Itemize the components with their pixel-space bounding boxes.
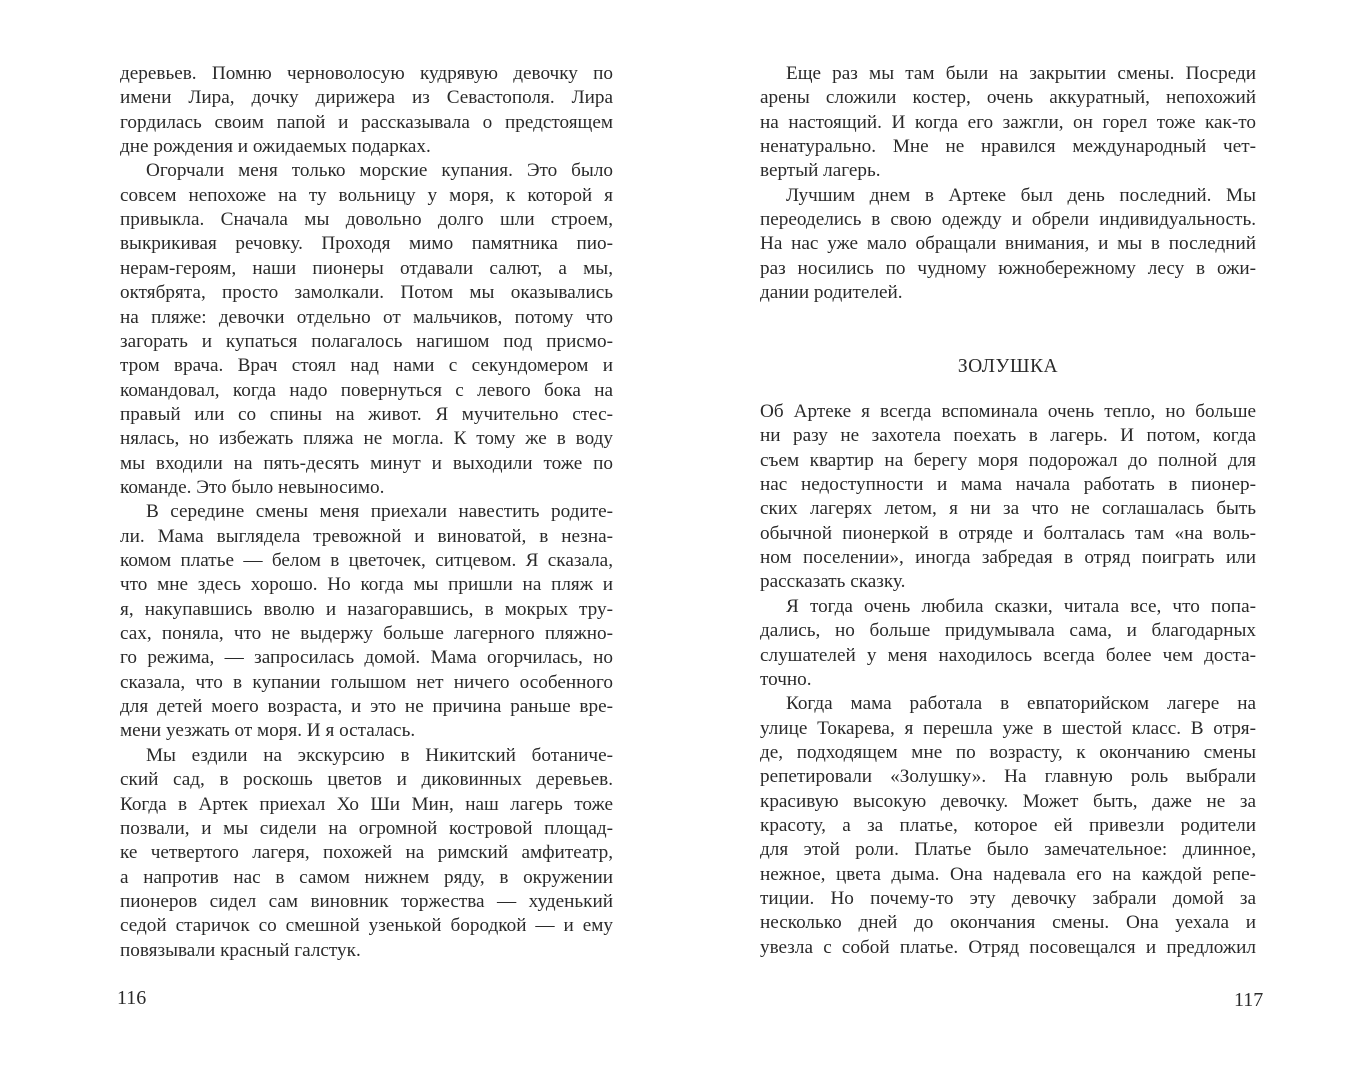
text-line: Огорчали меня только морские купания. Это было — [146, 160, 613, 182]
text-line: Об Артеке я всегда вспоминала очень тепло, но больше — [760, 401, 1256, 422]
text-line: Еще раз мы там были на закрытии смены. Посреди — [786, 63, 1256, 84]
text-line: для детей моего возраста, и это не причина раньше вре- — [120, 696, 613, 718]
text-line: улице Токарева, я перешла уже в шестой класс. В отря- — [760, 717, 1256, 739]
text-line: седой старичок со смешной узенькой бородкой — и ему — [120, 915, 613, 937]
text-line: репетировали «Золушку». На главную роль выбрали — [760, 766, 1256, 788]
text-line: вертый лагерь. — [760, 160, 881, 182]
text-line: нежное, цвета дыма. Она надевала его на каждой репе- — [760, 863, 1256, 885]
text-line: съем квартир на берегу моря подорожал до полной для — [760, 449, 1256, 471]
text-line: ский сад, в роскошь цветов и диковинных деревьев. — [120, 769, 613, 791]
text-line: мы входили на пять-десять минут и выходили тоже по — [120, 452, 613, 474]
text-line: привыкла. Сначала мы довольно долго шли строем, — [120, 209, 613, 231]
text-line: красивую высокую девочку. Может быть, даже не за — [760, 790, 1256, 812]
text-line: тром врача. Врач стоял над нами с секундомером и — [120, 355, 613, 377]
text-line: слушателей у меня находилось всегда более чем доста- — [760, 644, 1256, 666]
text-line: ненатурально. Мне не нравился международный чет- — [760, 136, 1256, 158]
text-line: Мы ездили на экскурсию в Никитский ботаниче- — [146, 744, 613, 766]
text-line: ном поселении», иногда забредая в отряд поиграть или — [760, 547, 1256, 569]
text-line: увезла с собой платье. Отряд посовещался и предложил — [760, 936, 1256, 958]
text-line: имени Лира, дочку дирижера из Севастополя. Лира — [120, 87, 613, 109]
text-line: дании родителей. — [760, 282, 903, 304]
right-page — [678, 0, 1356, 1080]
text-line: позвали, и мы сидели на огромной костровой площад- — [120, 817, 613, 839]
text-line: го режима, — запросилась домой. Мама огорчилась, но — [120, 647, 613, 669]
text-line: повязывали красный галстук. — [120, 939, 361, 961]
text-line: переоделись в свою одежду и обрели индивидуальность. — [760, 209, 1256, 231]
text-line: Когда мама работала в евпаторийском лагере на — [786, 693, 1256, 715]
text-line: несколько дней до окончания смены. Она уехала и — [760, 912, 1256, 934]
text-line: командовал, когда надо повернуться с левого бока на — [120, 379, 613, 401]
text-line: сах, поняла, что не выдержу больше лагерного пляжно- — [120, 623, 613, 645]
text-line: ни разу не захотела поехать в лагерь. И потом, когда — [760, 425, 1256, 447]
text-line: красоту, а за платье, которое ей привезли родители — [760, 814, 1256, 836]
text-line: дне рождения и ожидаемых подарках. — [120, 136, 431, 158]
text-line: мени уезжать от моря. И я осталась. — [120, 720, 416, 742]
text-line: пионеров сидел сам виновник торжества — худенький — [120, 890, 613, 912]
text-line: раз носились по чудному южнобережному лесу в ожи- — [760, 257, 1256, 279]
text-line: В середине смены меня приехали навестить родите- — [146, 501, 613, 523]
text-line: тиции. Но почему-то эту девочку забрали домой за — [760, 888, 1256, 909]
text-line: рассказать сказку. — [760, 571, 906, 593]
text-line: выкрикивая речовку. Проходя мимо памятника пио- — [120, 233, 613, 255]
text-line: сказала, что в купании голышом нет ничего особенного — [120, 671, 613, 693]
text-line: обычной пионеркой в отряде и болталась там «на воль- — [760, 522, 1256, 544]
text-line: а напротив нас в самом нижнем ряду, в окружении — [120, 866, 613, 888]
text-line: для этой роли. Платье было замечательное: длинное, — [760, 839, 1256, 861]
text-line: Когда в Артек приехал Хо Ши Мин, наш лагерь тоже — [120, 793, 613, 815]
text-line: команде. Это было невыносимо. — [120, 476, 385, 498]
text-line: нерам-героям, наши пионеры отдавали салют, а мы, — [120, 257, 613, 279]
text-line: нялась, но избежать пляжа не могла. К тому же в воду — [120, 428, 613, 450]
page-number-right: 117 — [1234, 989, 1264, 1011]
text-line: дались, но больше придумывала сама, и благодарных — [760, 620, 1256, 642]
text-line: октябрята, просто замолкали. Потом мы оказывались — [120, 282, 613, 304]
text-line: ли. Мама выглядела тревожной и виноватой, в незна- — [120, 525, 613, 547]
text-line: нас недоступности и мама начала работать в пионер- — [760, 474, 1256, 496]
text-line: ке четвертого лагеря, похожей на римский амфитеатр, — [120, 842, 613, 864]
text-line: На нас уже мало обращали внимания, и мы в последний — [760, 233, 1256, 255]
text-line: на настоящий. И когда его зажгли, он горел тоже как-то — [760, 111, 1256, 133]
text-line: Лучшим днем в Артеке был день последний. Мы — [786, 184, 1256, 206]
text-line: правый или со спины на живот. Я мучительно стес- — [120, 403, 613, 425]
text-line: ских лагерях летом, я ни за что не соглашалась быть — [760, 498, 1256, 520]
text-line: совсем непохоже на ту вольницу у моря, к которой я — [120, 184, 613, 206]
text-line: комом платье — белом в цветочек, ситцевом. Я сказала, — [120, 550, 613, 571]
chapter-heading: ЗОЛУШКА — [957, 356, 1059, 377]
text-line: Я тогда очень любила сказки, читала все, что попа- — [786, 595, 1256, 617]
text-line: что мне здесь хорошо. Но когда мы пришли на пляж и — [120, 574, 613, 596]
page-number-left: 116 — [117, 987, 147, 1009]
text-line: де, подходящем мне по возрасту, к окончанию смены — [760, 741, 1256, 763]
text-line: деревьев. Помню черноволосую кудрявую девочку по — [120, 63, 613, 84]
text-line: загорать и купаться полагалось нагишом под присмо- — [120, 330, 613, 352]
text-line: гордилась своим папой и рассказывала о предстоящем — [120, 111, 613, 133]
text-line: я, накупавшись вволю и назагоравшись, в мокрых тру- — [120, 598, 613, 620]
text-line: арены сложили костер, очень аккуратный, непохожий — [760, 87, 1256, 109]
text-line: на пляже: девочки отдельно от мальчиков, потому что — [120, 306, 613, 328]
text-line: точно. — [760, 668, 812, 690]
